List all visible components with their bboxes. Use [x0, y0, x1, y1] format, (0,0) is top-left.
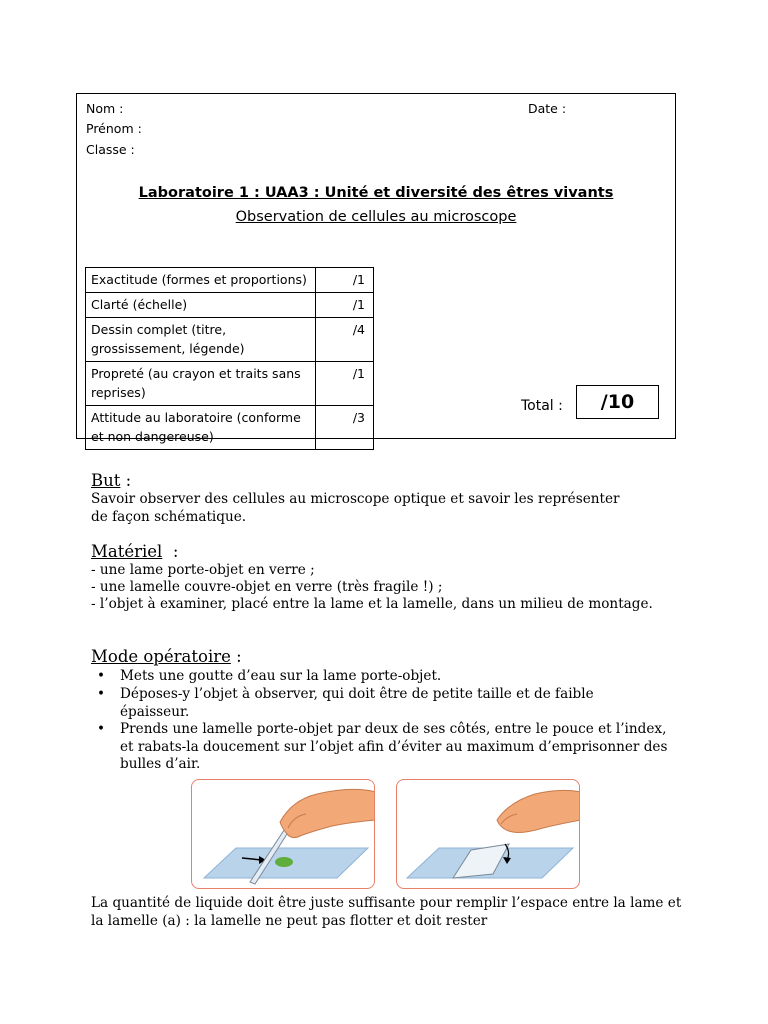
nom-label: Nom : [86, 101, 124, 116]
total-value: /10 [600, 391, 635, 413]
bullet-glyph: • [97, 686, 106, 702]
score-cell: /4 [316, 318, 374, 362]
lab-subtitle: Observation de cellules au microscope [235, 209, 517, 225]
mode-heading-suffix: : [230, 647, 242, 666]
total-label: Total : [521, 398, 563, 414]
figure-drop-slide [191, 779, 375, 889]
but-heading-suffix: : [120, 471, 132, 490]
but-heading-text: But [91, 471, 121, 490]
bullet-glyph: • [97, 721, 106, 737]
criterion-cell: Attitude au laboratoire (conforme et non dangereuse) [86, 406, 316, 450]
drop-shape [275, 857, 293, 867]
but-heading [91, 472, 691, 490]
figure-lower-coverslip [396, 779, 580, 889]
score-cell: /1 [316, 293, 374, 318]
mode-heading [91, 648, 691, 666]
classe-label: Classe : [86, 142, 135, 157]
step-text: Mets une goutte d’eau sur la lame porte-objet. [120, 668, 442, 684]
materiel-item: - une lamelle couvre-objet en verre (très fragile !) ; [91, 579, 443, 595]
slide-drop-illustration [192, 780, 375, 889]
table-row [86, 406, 374, 450]
materiel-heading-text: Matériel [91, 542, 163, 561]
prenom-label: Prénom : [86, 121, 142, 136]
score-cell: /1 [316, 362, 374, 406]
materiel-item: - l’objet à examiner, placé entre la lame et la lamelle, dans un milieu de montage. [91, 596, 653, 612]
criterion-cell: Clarté (échelle) [86, 293, 316, 318]
header-box [76, 93, 676, 444]
grading-table [85, 267, 374, 450]
criterion-cell: Dessin complet (titre, grossissement, légende) [86, 318, 316, 362]
step-text: Prends une lamelle porte-objet par deux de ses côtés, entre le pouce et l’index, et rabats-la doucement sur l’objet afin d’éviter au maximum d’emprisonner des bulles d’air. [120, 721, 668, 772]
conclusion-text: La quantité de liquide doit être juste suffisante pour remplir l’espace entre la lame et la lamelle (a) : la lamelle ne peut pas flotter et doit rester [91, 895, 682, 929]
criterion-cell: Propreté (au crayon et traits sans reprises) [86, 362, 316, 406]
hand-shape [280, 789, 375, 837]
score-cell: /3 [316, 406, 374, 450]
lab-title: Laboratoire 1 : UAA3 : Unité et diversité des êtres vivants [138, 185, 614, 201]
materiel-item: - une lame porte-objet en verre ; [91, 562, 315, 578]
materiel-heading-suffix: : [162, 542, 179, 561]
table-row [86, 293, 374, 318]
table-row [86, 318, 374, 362]
score-cell: /1 [316, 268, 374, 293]
table-row [86, 362, 374, 406]
materiel-heading [91, 543, 691, 561]
total-box [576, 385, 659, 419]
hand-shape [497, 790, 580, 832]
criterion-cell: Exactitude (formes et proportions) [86, 268, 316, 293]
mode-heading-text: Mode opératoire [91, 647, 231, 666]
date-label: Date : [528, 101, 567, 116]
bullet-glyph: • [97, 668, 106, 684]
step-text: Déposes-y l’objet à observer, qui doit être de petite taille et de faible épaisseur. [120, 686, 594, 720]
coverslip-illustration [397, 780, 580, 889]
table-row [86, 268, 374, 293]
but-text: Savoir observer des cellules au microscope optique et savoir les représenter de façon schématique. [91, 491, 620, 525]
